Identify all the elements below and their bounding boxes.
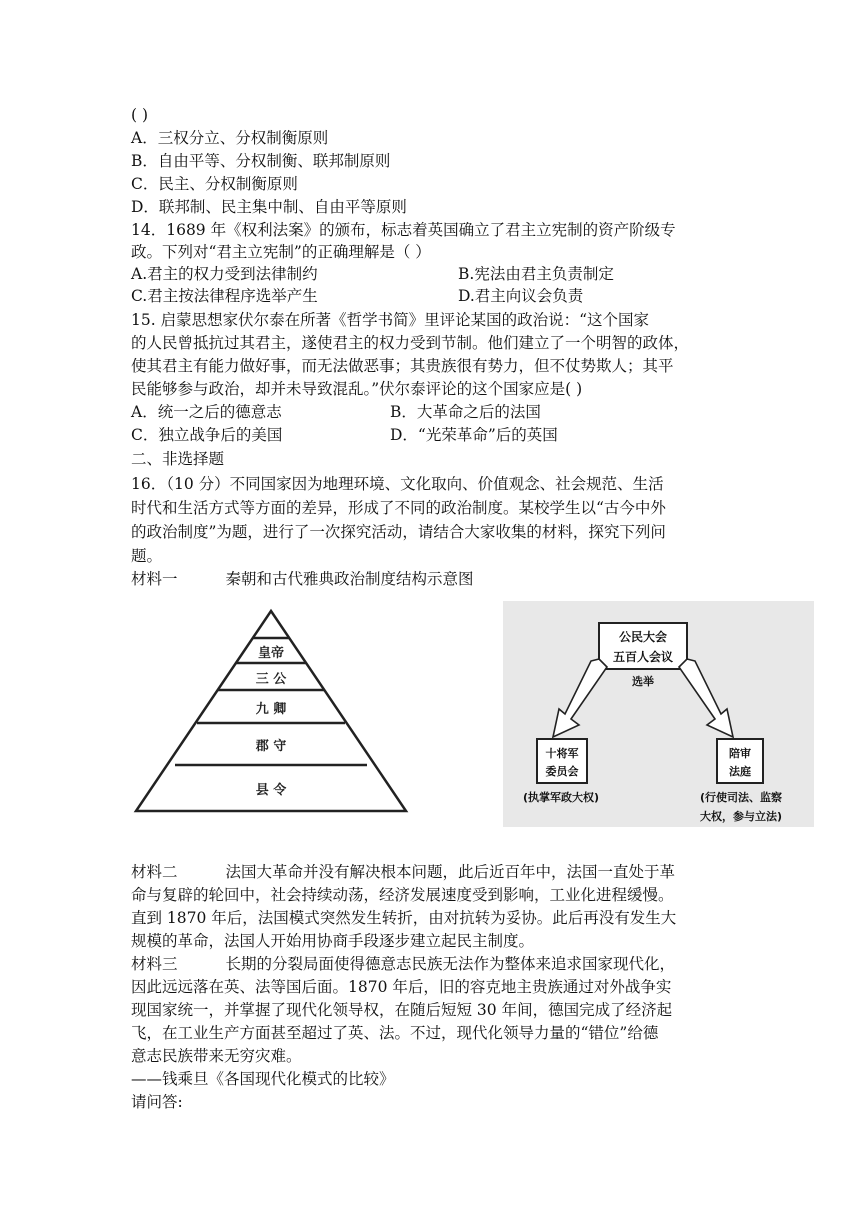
q15-option-d: D．“光荣革命”后的英国 (390, 426, 558, 444)
q15-stem-line-4: 民能够参与政治，却并未导致混乱。”伏尔泰评论的这个国家应是( ) (131, 380, 583, 398)
athens-diagram (503, 601, 814, 827)
material-1-label: 材料一 (131, 570, 178, 588)
material-2-line-3: 直到 1870 年后，法国模式突然发生转折，由对抗转为妥协。此后再没有发生大 (131, 909, 677, 927)
q13-option-c: C．民主、分权制衡原则 (131, 175, 298, 193)
council-label: 五百人会议 (612, 650, 674, 664)
q14-option-b: B.宪法由君主负责制定 (458, 265, 614, 283)
pyramid-level-4: 郡 守 (255, 739, 287, 754)
q14-stem-line-2: 政。下列对“君主立宪制”的正确理解是（ ） (131, 243, 431, 261)
question-prompt: 请问答: (131, 1093, 183, 1111)
material-3-text-1: 长期的分裂局面使得德意志民族无法作为整体来追求国家现代化， (225, 955, 676, 973)
q16-stem-line-3: 的政治制度”为题，进行了一次探究活动，请结合大家收集的材料，探究下列问 (131, 523, 666, 541)
q16-stem-line-2: 时代和生活方式等方面的差异，形成了不同的政治制度。某校学生以“古今中外 (131, 499, 666, 517)
election-label: 选举 (632, 675, 654, 688)
pyramid-level-2: 三 公 (255, 672, 287, 687)
q15-stem-line-2: 的人民曾抵抗过其君主，遂使君主的权力受到节制。他们建立了一个明智的政体， (131, 334, 690, 352)
pyramid-level-1: 皇帝 (257, 646, 285, 661)
q15-option-a: A．统一之后的德意志 (131, 403, 282, 421)
court-note-1: (行使司法、监察 (699, 791, 783, 804)
q15-stem-line-1: 15. 启蒙思想家伏尔泰在所著《哲学书简》里评论某国的政治说：“这个国家 (131, 311, 650, 329)
material-2-line-2: 命与复辟的轮回中，社会持续动荡，经济发展速度受到影响，工业化进程缓慢。 (131, 886, 674, 904)
material-3-label: 材料三 (131, 955, 178, 973)
pyramid-level-3: 九 卿 (255, 702, 287, 717)
q13-option-b: B．自由平等、分权制衡、联邦制原则 (131, 152, 391, 170)
material-3-line-1 (131, 953, 675, 975)
q13-stem-tail: ( ) (131, 106, 149, 124)
pyramid-level-5: 县 令 (255, 783, 287, 798)
q15-stem-line-3: 使其君主有能力做好事，而无法做恶事；其贵族很有势力，但不仗势欺人；其平 (131, 357, 674, 375)
material-3-line-5: 意志民族带来无穷灾难。 (131, 1047, 302, 1065)
assembly-label: 公民大会 (618, 630, 668, 644)
generals-label-1: 十将军 (545, 747, 579, 760)
q16-stem-line-1: 16．（10 分）不同国家因为地理环境、文化取向、价值观念、社会规范、生活 (131, 475, 664, 493)
section-heading: 二、非选择题 (131, 450, 225, 468)
generals-note: (执掌军政大权) (522, 791, 600, 804)
material-1-title: 秦朝和古代雅典政治制度结构示意图 (225, 570, 474, 588)
q14-option-c: C.君主按法律程序选举产生 (131, 287, 318, 305)
q16-stem-line-4: 题。 (131, 547, 163, 565)
q14-stem-line-1: 14．1689 年《权利法案》的颁布，标志着英国确立了君主立宪制的资产阶级专 (131, 221, 676, 239)
court-note-2: 大权，参与立法) (699, 810, 783, 823)
material-2-line-1 (131, 861, 675, 883)
court-label-1: 陪审 (729, 747, 751, 760)
material-3-line-3: 现国家统一，并掌握了现代化领导权，在随后短短 30 年间，德国完成了经济起 (131, 1001, 673, 1019)
generals-label-2: 委员会 (545, 765, 579, 778)
q15-option-c: C．独立战争后的美国 (131, 426, 283, 444)
source-citation: ——钱乘旦《各国现代化模式的比较》 (131, 1070, 395, 1088)
q13-option-a: A．三权分立、分权制衡原则 (131, 129, 329, 147)
material-2-text-1: 法国大革命并没有解决根本问题，此后近百年中，法国一直处于革 (225, 863, 676, 881)
material-2-line-4: 规模的革命，法国人开始用协商手段逐步建立起民主制度。 (131, 932, 535, 950)
q14-option-d: D.君主向议会负责 (458, 287, 584, 305)
q14-option-a: A.君主的权力受到法律制约 (131, 265, 318, 283)
material-1-heading (131, 568, 474, 590)
q13-option-d: D．联邦制、民主集中制、自由平等原则 (131, 198, 407, 216)
qin-pyramid-diagram (131, 605, 411, 815)
material-3-line-2: 因此远远落在英、法等国后面。1870 年后，旧的容克地主贵族通过对外战争实 (131, 978, 672, 996)
material-3-line-4: 飞，在工业生产方面甚至超过了英、法。不过，现代化领导力量的“错位”给德 (131, 1024, 659, 1042)
material-2-label: 材料二 (131, 863, 178, 881)
q15-option-b: B．大革命之后的法国 (390, 403, 541, 421)
court-label-2: 法庭 (729, 765, 751, 778)
